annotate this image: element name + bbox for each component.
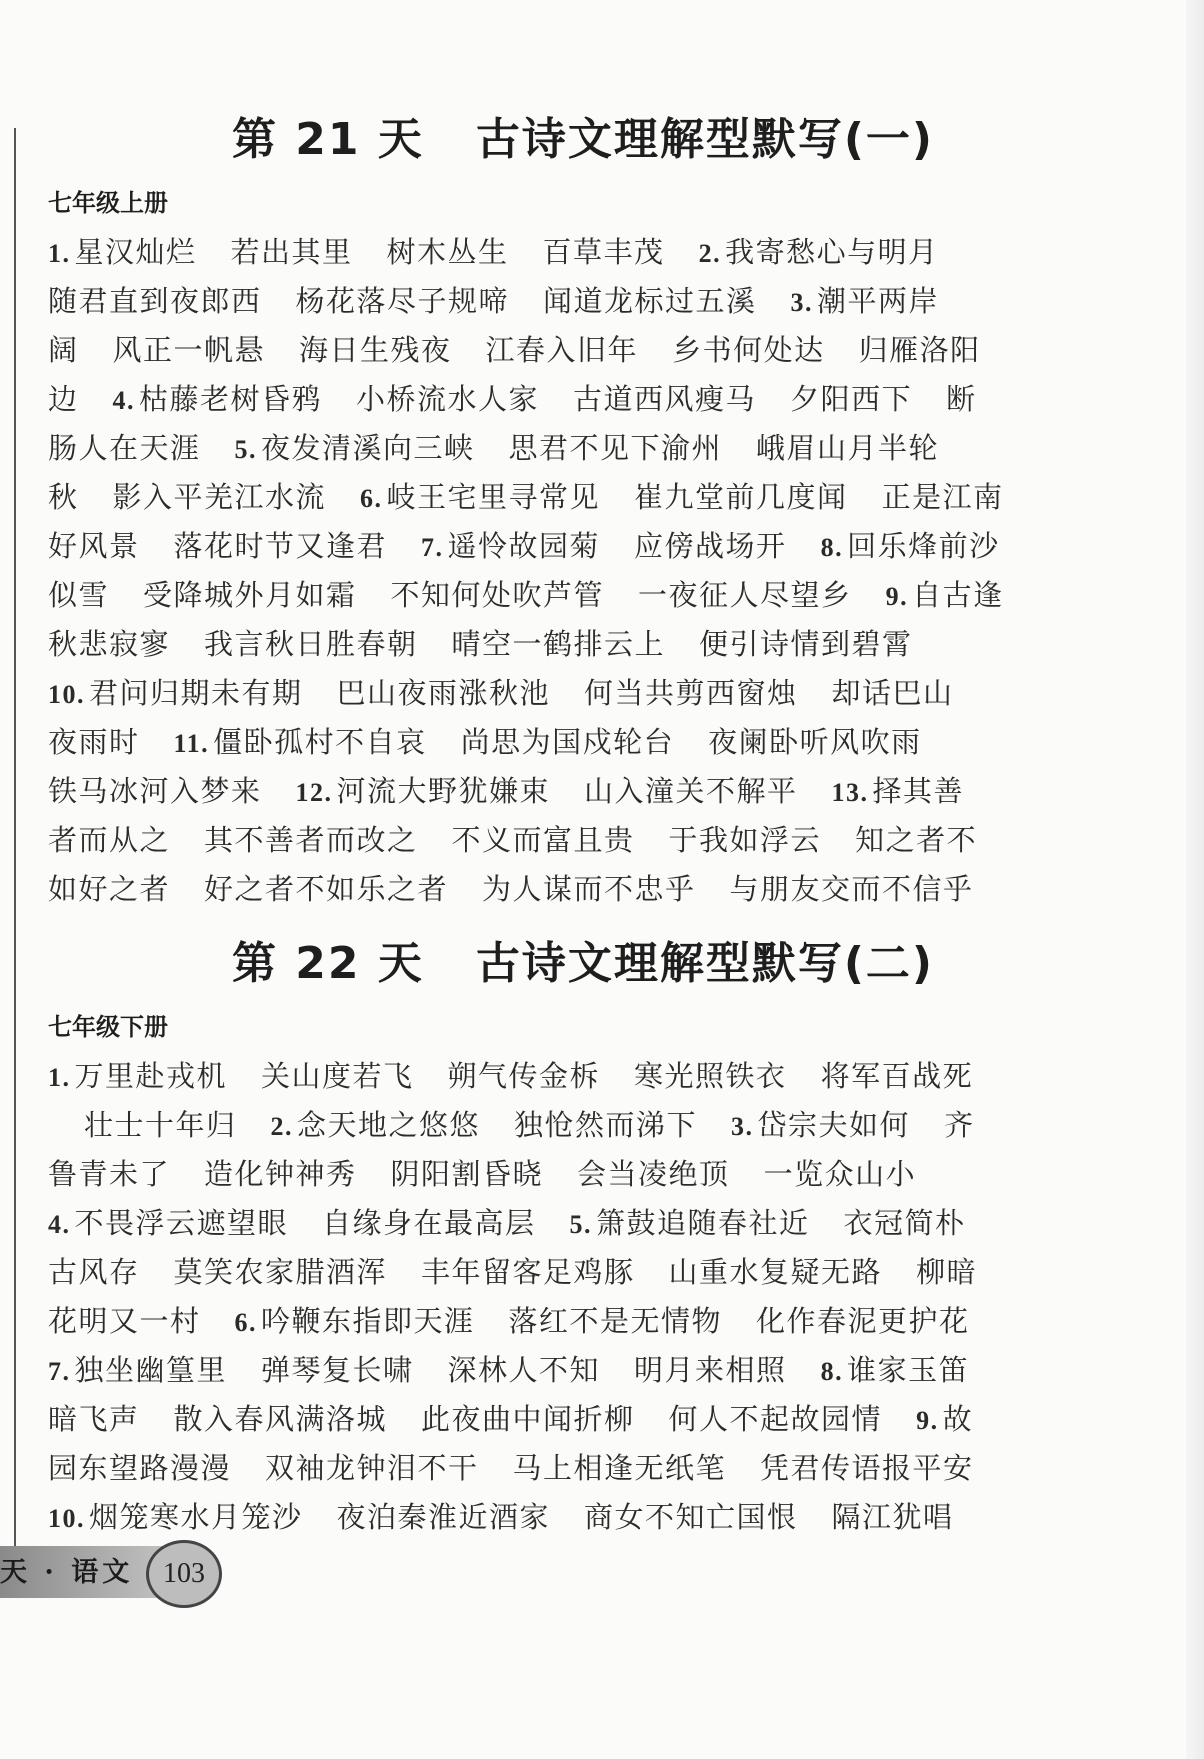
phrase-text: 君问归期未有期 bbox=[89, 676, 303, 710]
answer-phrase bbox=[452, 823, 635, 857]
phrase-text: 秋悲寂寥 bbox=[48, 627, 171, 661]
answer-phrase bbox=[48, 676, 303, 710]
answer-phrase bbox=[832, 774, 965, 808]
phrase-text: 夜阑卧听风吹雨 bbox=[708, 725, 922, 759]
answer-phrase bbox=[360, 480, 600, 514]
phrase-text: 丰年留客足鸡豚 bbox=[421, 1255, 635, 1289]
answer-phrase bbox=[916, 1402, 973, 1436]
answer-line bbox=[48, 865, 1048, 914]
phrase-text: 不畏浮云遮望眼 bbox=[74, 1206, 289, 1240]
answer-phrase bbox=[756, 1304, 970, 1338]
answer-phrase bbox=[48, 725, 140, 759]
phrase-text: 为人谋而不忠乎 bbox=[482, 872, 696, 906]
answer-phrase bbox=[48, 1451, 231, 1485]
answer-line bbox=[48, 1101, 1048, 1150]
answer-line bbox=[48, 1297, 1048, 1346]
answer-phrase bbox=[844, 1206, 966, 1240]
phrase-text: 随君直到夜郎西 bbox=[48, 284, 262, 318]
answer-phrase bbox=[174, 725, 427, 759]
answer-phrase bbox=[421, 529, 600, 563]
answer-phrase bbox=[337, 676, 551, 710]
answer-phrase bbox=[916, 1255, 977, 1289]
title-topic: 古诗文理解型默写(一) bbox=[475, 114, 935, 165]
answer-phrase bbox=[790, 382, 912, 416]
answer-phrase bbox=[791, 284, 940, 318]
answer-line bbox=[48, 522, 1048, 571]
phrase-text: 莫笑农家腊酒浑 bbox=[173, 1255, 388, 1289]
phrase-text: 将军百战死 bbox=[820, 1059, 974, 1093]
answer-phrase bbox=[421, 1402, 635, 1436]
phrase-text: 于我如浮云 bbox=[668, 823, 822, 857]
phrase-text: 肠人在天涯 bbox=[48, 431, 201, 465]
answer-phrase bbox=[821, 1353, 970, 1387]
answer-phrase bbox=[461, 725, 675, 759]
phrase-text: 自缘身在最高层 bbox=[322, 1206, 536, 1240]
answer-line bbox=[48, 669, 1048, 718]
answer-phrase bbox=[48, 1157, 170, 1191]
answer-phrase bbox=[271, 1108, 481, 1142]
phrase-text: 夜泊秦淮近酒家 bbox=[336, 1500, 551, 1534]
phrase-text: 会当凌绝顶 bbox=[577, 1157, 730, 1191]
phrase-text: 秋 bbox=[48, 480, 79, 514]
phrase-text: 花明又一村 bbox=[48, 1304, 201, 1338]
question-number: 11. bbox=[173, 729, 210, 758]
title-day: 第 21 天 bbox=[231, 114, 424, 165]
phrase-text: 枯藤老树昏鸦 bbox=[139, 382, 323, 416]
margin-rule bbox=[14, 128, 16, 1548]
answer-phrase bbox=[84, 1108, 237, 1142]
question-number: 12. bbox=[295, 778, 333, 807]
answer-phrase bbox=[570, 1206, 810, 1240]
question-number: 5. bbox=[234, 435, 258, 464]
phrase-text: 尚思为国戍轮台 bbox=[460, 725, 675, 759]
answer-phrase bbox=[543, 284, 757, 318]
phrase-text: 遥怜故园菊 bbox=[447, 529, 601, 563]
answer-line bbox=[48, 277, 1048, 326]
phrase-text: 箫鼓追随春社近 bbox=[596, 1206, 810, 1240]
answer-phrase bbox=[832, 1500, 954, 1534]
phrase-text: 者而从之 bbox=[48, 823, 171, 857]
phrase-text: 寒光照铁衣 bbox=[634, 1059, 787, 1093]
phrase-text: 齐 bbox=[944, 1108, 975, 1142]
page-footer bbox=[0, 1530, 230, 1610]
grade-heading: 七年级下册 bbox=[48, 1013, 168, 1041]
answer-phrase bbox=[235, 1304, 475, 1338]
answer-phrase bbox=[204, 823, 418, 857]
answer-phrase bbox=[113, 333, 266, 367]
answer-phrase bbox=[448, 1353, 601, 1387]
answer-phrase bbox=[634, 529, 787, 563]
answer-phrase bbox=[584, 774, 798, 808]
answer-phrase bbox=[356, 382, 539, 416]
answer-phrase bbox=[113, 382, 323, 416]
answer-phrase bbox=[509, 431, 723, 465]
answer-phrase bbox=[452, 627, 666, 661]
phrase-text: 不义而富且贵 bbox=[451, 823, 635, 857]
answer-phrase bbox=[231, 235, 353, 269]
phrase-text: 柳暗 bbox=[916, 1255, 978, 1289]
phrase-text: 峨眉山月半轮 bbox=[756, 431, 940, 465]
answer-phrase bbox=[730, 872, 974, 906]
answer-phrase bbox=[391, 578, 605, 612]
answer-line bbox=[48, 620, 1048, 669]
phrase-text: 山入潼关不解平 bbox=[584, 774, 798, 808]
answer-phrase bbox=[638, 578, 852, 612]
answer-phrase bbox=[48, 1500, 303, 1534]
phrase-text: 影入平羌江水流 bbox=[112, 480, 327, 514]
question-number: 3. bbox=[731, 1112, 754, 1141]
answer-phrase bbox=[634, 480, 848, 514]
answer-line bbox=[48, 1444, 1048, 1493]
answer-phrase bbox=[261, 1059, 414, 1093]
section-title bbox=[118, 932, 1048, 996]
phrase-text: 万里赴戎机 bbox=[74, 1059, 228, 1093]
phrase-text: 断 bbox=[946, 382, 977, 416]
phrase-text: 乡书何处达 bbox=[672, 333, 825, 367]
answer-phrase bbox=[48, 578, 109, 612]
answer-phrase bbox=[886, 578, 1004, 612]
phrase-text: 应傍战场开 bbox=[634, 529, 787, 563]
question-number: 7. bbox=[421, 533, 444, 562]
question-number: 1. bbox=[48, 239, 71, 268]
question-number: 7. bbox=[48, 1357, 71, 1386]
answer-line bbox=[48, 767, 1048, 816]
phrase-text: 归雁洛阳 bbox=[858, 333, 981, 367]
phrase-text: 古风存 bbox=[48, 1255, 140, 1289]
phrase-text: 僵卧孤村不自哀 bbox=[213, 725, 427, 759]
phrase-text: 如好之者 bbox=[48, 872, 171, 906]
phrase-text: 择其善 bbox=[872, 774, 965, 808]
question-number: 10. bbox=[48, 680, 85, 709]
answer-phrase bbox=[113, 480, 327, 514]
answer-phrase bbox=[261, 1353, 414, 1387]
answer-phrase bbox=[855, 823, 977, 857]
answer-phrase bbox=[48, 1206, 288, 1240]
answer-lines bbox=[48, 228, 1048, 914]
phrase-text: 凭君传语报平安 bbox=[760, 1451, 974, 1485]
title-day: 第 22 天 bbox=[231, 938, 424, 989]
answer-phrase bbox=[513, 1451, 727, 1485]
answer-line bbox=[48, 326, 1048, 375]
answer-phrase bbox=[543, 235, 665, 269]
answer-phrase bbox=[265, 1451, 479, 1485]
phrase-text: 此夜曲中闻折柳 bbox=[421, 1402, 635, 1436]
answer-phrase bbox=[482, 872, 696, 906]
answer-phrase bbox=[584, 1500, 798, 1534]
answer-phrase bbox=[48, 1255, 140, 1289]
phrase-text: 思君不见下渝州 bbox=[508, 431, 723, 465]
phrase-text: 正是江南 bbox=[881, 480, 1004, 514]
answer-phrase bbox=[48, 235, 197, 269]
answer-phrase bbox=[337, 1500, 551, 1534]
phrase-text: 我言秋日胜春朝 bbox=[204, 627, 418, 661]
phrase-text: 江春入旧年 bbox=[485, 333, 639, 367]
phrase-text: 岐王宅里寻常见 bbox=[386, 480, 601, 514]
phrase-text: 独怆然而涕下 bbox=[514, 1108, 698, 1142]
question-number: 3. bbox=[790, 288, 814, 317]
answer-phrase bbox=[387, 235, 509, 269]
answer-line bbox=[48, 375, 1048, 424]
answer-phrase bbox=[946, 382, 977, 416]
answer-phrase bbox=[204, 1157, 357, 1191]
answer-phrase bbox=[821, 529, 1000, 563]
answer-phrase bbox=[486, 333, 639, 367]
answer-phrase bbox=[48, 333, 79, 367]
phrase-text: 其不善者而改之 bbox=[204, 823, 418, 857]
phrase-text: 深林人不知 bbox=[447, 1353, 601, 1387]
phrase-text: 古道西风瘦马 bbox=[573, 382, 757, 416]
answer-phrase bbox=[299, 333, 452, 367]
answer-phrase bbox=[672, 333, 825, 367]
phrase-text: 明月来相照 bbox=[634, 1353, 787, 1387]
phrase-text: 衣冠简朴 bbox=[843, 1206, 966, 1240]
phrase-text: 暗飞声 bbox=[48, 1402, 140, 1436]
phrase-text: 小桥流水人家 bbox=[356, 382, 540, 416]
phrase-text: 似雪 bbox=[48, 578, 110, 612]
answer-phrase bbox=[832, 676, 954, 710]
answer-phrase bbox=[48, 431, 201, 465]
answer-phrase bbox=[882, 480, 1004, 514]
answer-lines bbox=[48, 1052, 1048, 1542]
answer-line bbox=[48, 424, 1048, 473]
question-number: 13. bbox=[831, 778, 869, 807]
phrase-text: 好之者不如乐之者 bbox=[204, 872, 449, 906]
answer-line bbox=[48, 718, 1048, 767]
phrase-text: 落花时节又逢君 bbox=[173, 529, 388, 563]
phrase-text: 潮平两岸 bbox=[817, 284, 940, 318]
question-number: 9. bbox=[916, 1406, 939, 1435]
answer-phrase bbox=[859, 333, 981, 367]
phrase-text: 落红不是无情物 bbox=[508, 1304, 723, 1338]
question-number: 8. bbox=[820, 1357, 844, 1386]
answer-content bbox=[48, 108, 1048, 1542]
answer-line bbox=[48, 1248, 1048, 1297]
phrase-text: 阔 bbox=[48, 333, 79, 367]
phrase-text: 吟鞭东指即天涯 bbox=[261, 1304, 475, 1338]
phrase-text: 园东望路漫漫 bbox=[48, 1451, 232, 1485]
phrase-text: 铁马冰河入梦来 bbox=[48, 774, 262, 808]
phrase-text: 海日生残夜 bbox=[299, 333, 452, 367]
answer-phrase bbox=[577, 1157, 730, 1191]
phrase-text: 受降城外月如霜 bbox=[143, 578, 357, 612]
grade-heading: 七年级上册 bbox=[48, 189, 168, 217]
question-number: 2. bbox=[698, 239, 722, 268]
footer-label: 天 · 语文 bbox=[0, 1557, 134, 1588]
answer-line bbox=[48, 1346, 1048, 1395]
page-edge-shadow bbox=[1186, 0, 1204, 1759]
phrase-text: 壮士十年归 bbox=[84, 1108, 237, 1142]
section-title bbox=[118, 108, 1048, 172]
phrase-text: 烟笼寒水月笼沙 bbox=[89, 1500, 303, 1534]
answer-phrase bbox=[48, 480, 79, 514]
answer-phrase bbox=[699, 627, 913, 661]
phrase-text: 阴阳割昏晓 bbox=[390, 1157, 544, 1191]
answer-phrase bbox=[669, 1255, 883, 1289]
answer-phrase bbox=[143, 578, 357, 612]
phrase-text: 便引诗情到碧霄 bbox=[699, 627, 913, 661]
answer-phrase bbox=[421, 1255, 635, 1289]
answer-phrase bbox=[634, 1353, 787, 1387]
phrase-text: 一览众山小 bbox=[763, 1157, 917, 1191]
phrase-text: 自古逢 bbox=[912, 578, 1004, 612]
answer-phrase bbox=[48, 627, 170, 661]
answer-phrase bbox=[174, 529, 388, 563]
phrase-text: 谁家玉笛 bbox=[847, 1353, 970, 1387]
answer-phrase bbox=[448, 1059, 601, 1093]
phrase-text: 风正一帆悬 bbox=[112, 333, 266, 367]
phrase-text: 关山度若飞 bbox=[261, 1059, 414, 1093]
phrase-text: 边 bbox=[48, 382, 79, 416]
question-number: 10. bbox=[48, 1504, 85, 1533]
phrase-text: 百草丰茂 bbox=[542, 235, 665, 269]
answer-line bbox=[48, 571, 1048, 620]
phrase-text: 一夜征人尽望乡 bbox=[638, 578, 852, 612]
answer-phrase bbox=[573, 382, 756, 416]
title-topic: 古诗文理解型默写(二) bbox=[475, 938, 935, 989]
phrase-text: 化作春泥更护花 bbox=[756, 1304, 970, 1338]
phrase-text: 夜发清溪向三峡 bbox=[261, 431, 475, 465]
phrase-text: 岱宗夫如何 bbox=[757, 1108, 911, 1142]
answer-phrase bbox=[764, 1157, 917, 1191]
answer-phrase bbox=[634, 1059, 787, 1093]
answer-phrase bbox=[699, 235, 939, 269]
phrase-text: 河流大野犹嫌束 bbox=[336, 774, 551, 808]
answer-phrase bbox=[731, 1108, 910, 1142]
answer-phrase bbox=[48, 823, 170, 857]
phrase-text: 若出其里 bbox=[230, 235, 353, 269]
phrase-text: 何人不起故园情 bbox=[668, 1402, 883, 1436]
phrase-text: 闻道龙标过五溪 bbox=[543, 284, 757, 318]
phrase-text: 隔江犹唱 bbox=[831, 1500, 954, 1534]
section-day-22 bbox=[48, 932, 1048, 1542]
answer-phrase bbox=[174, 1402, 388, 1436]
answer-phrase bbox=[760, 1451, 974, 1485]
answer-phrase bbox=[296, 284, 510, 318]
question-number: 6. bbox=[234, 1308, 258, 1337]
phrase-text: 弹琴复长啸 bbox=[261, 1353, 414, 1387]
answer-phrase bbox=[669, 1402, 883, 1436]
answer-phrase bbox=[514, 1108, 697, 1142]
answer-phrase bbox=[756, 431, 939, 465]
phrase-text: 何当共剪西窗烛 bbox=[584, 676, 798, 710]
answer-line bbox=[48, 473, 1048, 522]
phrase-text: 好风景 bbox=[48, 529, 140, 563]
phrase-text: 独坐幽篁里 bbox=[74, 1353, 228, 1387]
phrase-text: 商女不知亡国恨 bbox=[584, 1500, 798, 1534]
phrase-text: 鲁青未了 bbox=[48, 1157, 171, 1191]
answer-phrase bbox=[48, 774, 262, 808]
answer-line bbox=[48, 1199, 1048, 1248]
answer-phrase bbox=[48, 1304, 201, 1338]
answer-phrase bbox=[296, 774, 551, 808]
phrase-text: 杨花落尽子规啼 bbox=[295, 284, 510, 318]
phrase-text: 回乐烽前沙 bbox=[847, 529, 1000, 563]
phrase-text: 崔九堂前几度闻 bbox=[634, 480, 848, 514]
answer-phrase bbox=[48, 1059, 227, 1093]
answer-phrase bbox=[944, 1108, 975, 1142]
phrase-text: 夜雨时 bbox=[48, 725, 140, 759]
answer-phrase bbox=[48, 1402, 140, 1436]
answer-phrase bbox=[204, 872, 448, 906]
phrase-text: 与朋友交而不信乎 bbox=[729, 872, 974, 906]
answer-phrase bbox=[48, 529, 140, 563]
phrase-text: 晴空一鹤排云上 bbox=[451, 627, 666, 661]
answer-line bbox=[48, 228, 1048, 277]
answer-phrase bbox=[235, 431, 475, 465]
phrase-text: 造化钟神秀 bbox=[204, 1157, 357, 1191]
phrase-text: 巴山夜雨涨秋池 bbox=[336, 676, 551, 710]
answer-phrase bbox=[708, 725, 922, 759]
phrase-text: 夕阳西下 bbox=[790, 382, 913, 416]
page-number-badge: 103 bbox=[146, 1540, 222, 1608]
answer-phrase bbox=[322, 1206, 536, 1240]
answer-phrase bbox=[48, 872, 170, 906]
answer-phrase bbox=[204, 627, 418, 661]
question-number: 1. bbox=[48, 1063, 71, 1092]
phrase-text: 星汉灿烂 bbox=[74, 235, 197, 269]
phrase-text: 知之者不 bbox=[855, 823, 978, 857]
answer-phrase bbox=[509, 1304, 723, 1338]
phrase-text: 散入春风满洛城 bbox=[173, 1402, 388, 1436]
question-number: 2. bbox=[270, 1112, 294, 1141]
phrase-text: 朔气传金柝 bbox=[447, 1059, 601, 1093]
phrase-text: 双袖龙钟泪不干 bbox=[265, 1451, 479, 1485]
phrase-text: 念天地之悠悠 bbox=[297, 1108, 481, 1142]
answer-line bbox=[48, 1395, 1048, 1444]
phrase-text: 故 bbox=[942, 1402, 974, 1436]
phrase-text: 树木丛生 bbox=[386, 235, 509, 269]
question-number: 5. bbox=[569, 1210, 593, 1239]
answer-phrase bbox=[48, 284, 262, 318]
answer-line bbox=[48, 1052, 1048, 1101]
phrase-text: 我寄愁心与明月 bbox=[725, 235, 939, 269]
question-number: 8. bbox=[820, 533, 844, 562]
answer-phrase bbox=[669, 823, 822, 857]
section-day-21 bbox=[48, 108, 1048, 914]
answer-line bbox=[48, 816, 1048, 865]
answer-phrase bbox=[48, 1353, 227, 1387]
phrase-text: 却话巴山 bbox=[831, 676, 954, 710]
question-number: 4. bbox=[48, 1210, 71, 1239]
phrase-text: 不知何处吹芦管 bbox=[390, 578, 605, 612]
answer-phrase bbox=[48, 382, 79, 416]
question-number: 9. bbox=[885, 582, 909, 611]
phrase-text: 马上相逢无纸笔 bbox=[512, 1451, 727, 1485]
answer-phrase bbox=[584, 676, 798, 710]
question-number: 4. bbox=[112, 386, 136, 415]
answer-phrase bbox=[821, 1059, 974, 1093]
question-number: 6. bbox=[360, 484, 383, 513]
answer-phrase bbox=[391, 1157, 544, 1191]
answer-line bbox=[48, 1150, 1048, 1199]
phrase-text: 山重水复疑无路 bbox=[668, 1255, 883, 1289]
answer-phrase bbox=[174, 1255, 388, 1289]
